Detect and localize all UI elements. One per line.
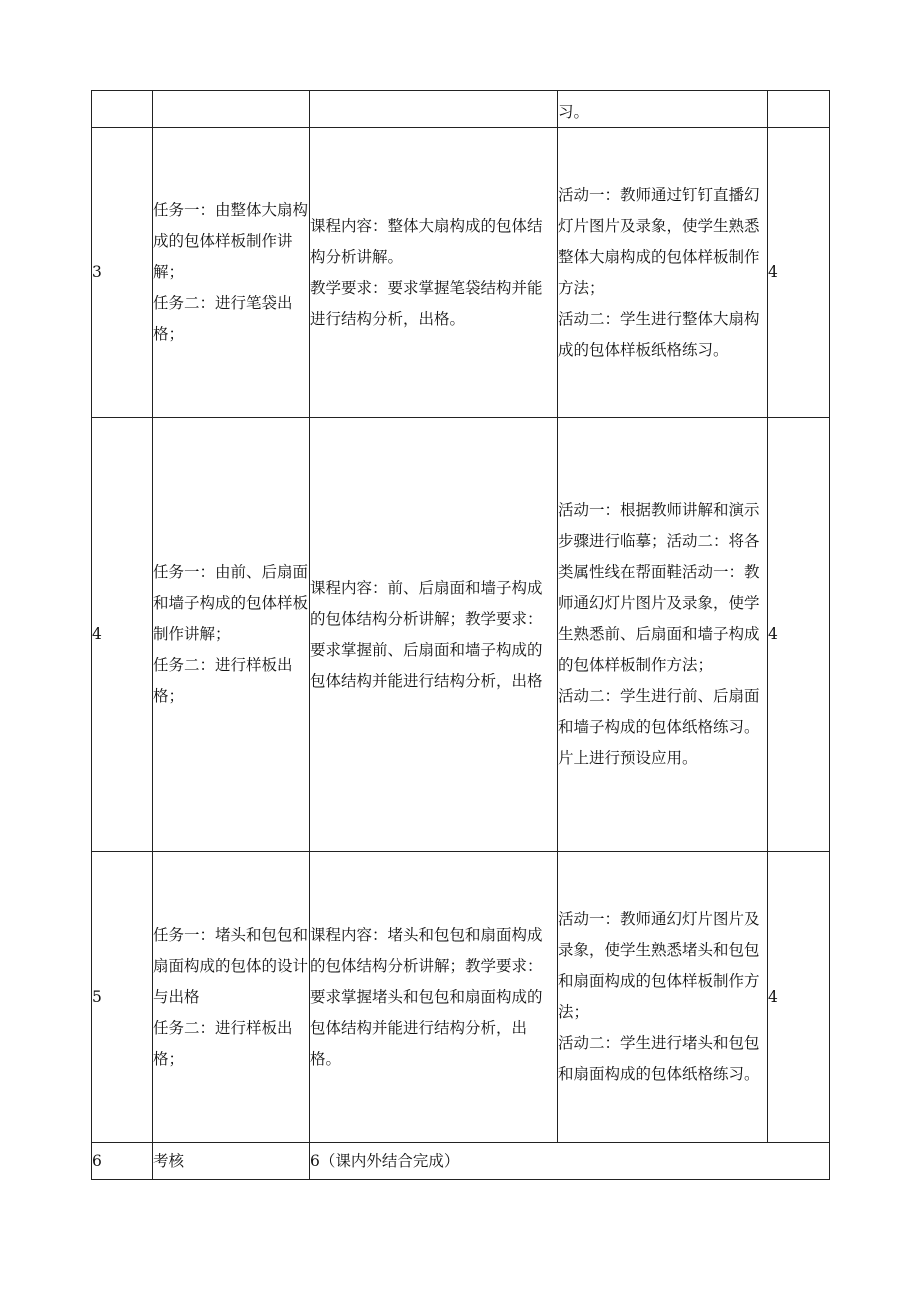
content-item: 教学要求：要求掌握笔袋结构并能进行结构分析，出格。 (310, 278, 543, 328)
cell-task (153, 418, 310, 852)
cell-content: 6（课内外结合完成） (310, 1143, 830, 1180)
activity-item: 活动二：学生进行堵头和包包和扇面构成的包体纸格练习。 (558, 1034, 760, 1083)
cell-num: 6 (92, 1143, 153, 1180)
cell-hours: 4 (768, 128, 830, 418)
table-row-4 (92, 418, 830, 852)
cell-activity (558, 418, 768, 852)
task-item: 任务一：由前、后扇面和墙子构成的包体样板制作讲解； (153, 563, 309, 643)
task-item: 任务一：由整体大扇构成的包体样板制作讲解； (153, 201, 309, 281)
cell-task: 考核 (153, 1143, 310, 1180)
task-item: 任务二：进行样板出格； (153, 1018, 293, 1068)
activity-item: 活动一：教师通幻灯片图片及录象，使学生熟悉堵头和包包和扇面构成的包体样板制作方法； (558, 910, 760, 1021)
cell-content (310, 128, 558, 418)
cell-activity (558, 852, 768, 1143)
cell-hours: 4 (768, 418, 830, 852)
table-row-5 (92, 852, 830, 1143)
cell-num: 5 (92, 852, 153, 1143)
task-item: 任务一：堵头和包包和扇面构成的包体的设计与出格 (153, 925, 309, 1006)
cell-content (310, 91, 558, 128)
cell-task (153, 852, 310, 1143)
cell-hours (768, 91, 830, 128)
table-row-continued (92, 91, 830, 128)
content-item: 课程内容：前、后扇面和墙子构成的包体结构分析讲解；教学要求：要求掌握前、后扇面和墙子构成的包体结构并能进行结构分析，出格 (310, 578, 543, 690)
cell-num (92, 91, 153, 128)
activity-item: 活动二：学生进行整体大扇构成的包体样板纸格练习。 (558, 309, 760, 359)
syllabus-table (91, 90, 830, 1180)
content-item: 课程内容：整体大扇构成的包体结构分析讲解。 (310, 216, 543, 266)
activity-item: 活动一：根据教师讲解和演示步骤进行临摹；活动二：将各类属性线在帮面鞋活动一：教师通幻灯片图片及录象，使学生熟悉前、后扇面和墙子构成的包体样板制作方法； (558, 501, 760, 674)
cell-task (153, 128, 310, 418)
cell-num: 3 (92, 128, 153, 418)
cell-task (153, 91, 310, 128)
content-item: 课程内容：堵头和包包和扇面构成的包体结构分析讲解；教学要求：要求掌握堵头和包包和扇面构成的包体结构并能进行结构分析，出格。 (310, 925, 543, 1068)
cell-content (310, 852, 558, 1143)
cell-activity (558, 128, 768, 418)
cell-hours: 4 (768, 852, 830, 1143)
table-row-exam (92, 1143, 830, 1180)
cell-activity: 习。 (558, 91, 768, 128)
activity-item: 活动二：学生进行前、后扇面和墙子构成的包体纸格练习。片上进行预设应用。 (558, 687, 760, 767)
table-row-3 (92, 128, 830, 418)
cell-num: 4 (92, 418, 153, 852)
activity-item: 活动一：教师通过钉钉直播幻灯片图片及录象，使学生熟悉整体大扇构成的包体样板制作方法； (558, 185, 760, 297)
cell-content (310, 418, 558, 852)
task-item: 任务二：进行笔袋出格； (153, 294, 293, 343)
task-item: 任务二：进行样板出格； (153, 656, 293, 705)
